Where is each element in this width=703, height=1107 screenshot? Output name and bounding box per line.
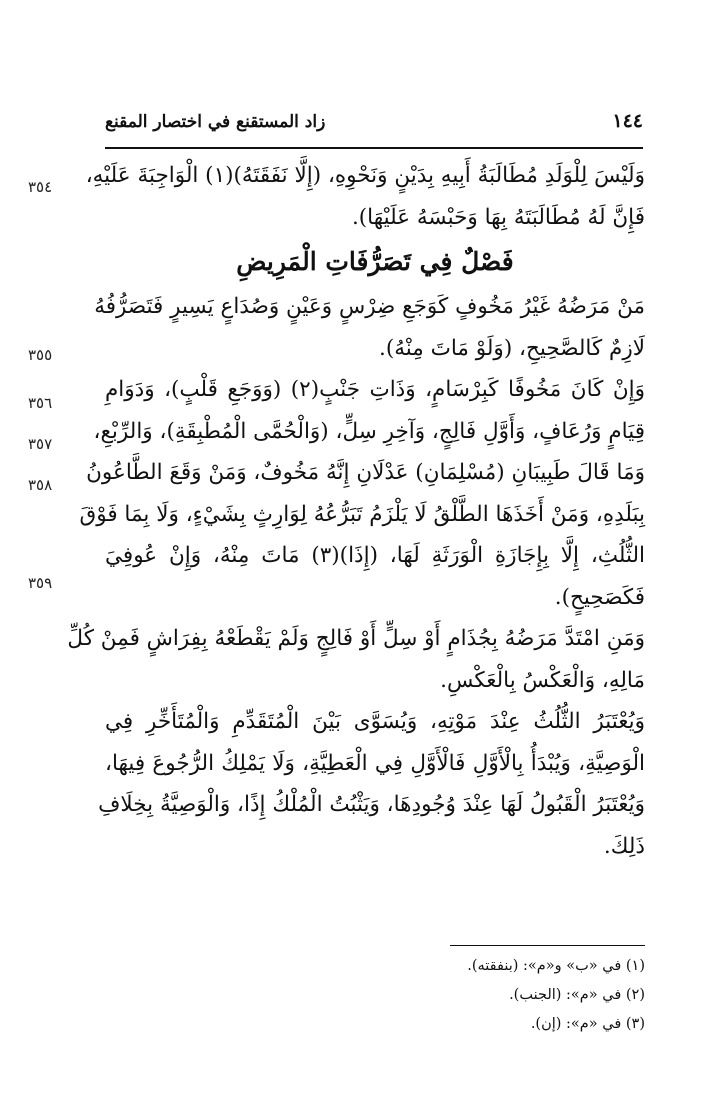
text-line: قِيَامٍ وَرُعَافٍ، وَأَوَّلِ فَالِجٍ، وَآخِرِ سِلٍّ، (وَالْحُمَّى الْمُطْبِقَةِ)، وَالرِّبْعِ،: [93, 418, 645, 444]
text-line: وَلَيْسَ لِلْوَلَدِ مُطَالَبَةُ أَبِيهِ بِدَيْنٍ وَنَحْوِهِ، (إِلَّا نَفَقَتَهُ)(١) الْوَاجِبَةَ عَلَيْهِ،: [85, 163, 645, 188]
text-line: الثُّلُثِ، إِلَّا بِإِجَازَةِ الْوَرَثَةِ لَهَا، (إِذَا)(٣) مَاتَ مِنْهُ، وَإِنْ عُوفِيَ: [105, 543, 645, 568]
footnote: (٣) في «م»: (إن).: [530, 1016, 645, 1032]
footnotes: [300, 952, 645, 1039]
text-line: الْوَصِيَّةِ، وَيُبْدَأُ بِالْأَوَّلِ فَالْأَوَّلِ فِي الْعَطِيَّةِ، وَلَا يَمْلِكُ الرُّجُوعَ فِيهَا،: [105, 750, 645, 776]
paragraph-third-rule: [98, 701, 645, 867]
page-number: ١٤٤: [612, 110, 643, 132]
margin-number: ٣٥٨: [28, 476, 53, 494]
text-line: وَإِنْ كَانَ مَخُوفًا كَبِرْسَامٍ، وَذَاتِ جَنْبٍ(٢) (وَوَجَعِ قَلْبٍ)، وَدَوَامِ: [105, 377, 645, 402]
footnote-rule: [450, 945, 645, 946]
running-title: زاد المستقنع في اختصار المقنع: [105, 112, 326, 132]
footnote: (٢) في «م»: (الجنب).: [509, 987, 645, 1003]
section-heading: فَصْلٌ فِي تَصَرُّفَاتِ الْمَرِيضِ: [236, 247, 514, 276]
text-line: وَمَا قَالَ طَبِيبَانِ (مُسْلِمَانِ) عَدْلَانِ إِنَّهُ مَخُوفٌ، وَمَنْ وَقَعَ الطَّاعُونُ: [86, 460, 645, 485]
text-line: وَيُعْتَبَرُ الْقَبُولُ لَهَا عِنْدَ وُجُودِهَا، وَيَثْبُتُ الْمُلْكُ إِذًا، وَالْوَصِيَّةُ بِخِلَافِ: [98, 792, 645, 817]
footnote: (١) في «ب» و«م»: (بنفقته).: [467, 958, 645, 974]
margin-number: ٣٥٥: [28, 346, 53, 364]
text-line: مَالِهِ، وَالْعَكْسُ بِالْعَكْسِ.: [440, 667, 645, 693]
paragraph-fatal-illness: [79, 369, 645, 618]
main-text: [67, 155, 645, 867]
page-header: [105, 108, 643, 144]
margin-number: ٣٥٩: [28, 574, 53, 592]
text-line: لَازِمٌ كَالصَّحِيحِ، (وَلَوْ مَاتَ مِنْهُ).: [379, 335, 645, 361]
text-line: وَمَنِ امْتَدَّ مَرَضُهُ بِجُذَامٍ أَوْ سِلٍّ أَوْ فَالِجٍ وَلَمْ يَقْطَعْهُ بِفِرَاشٍ فَمِنْ كُلِّ: [67, 626, 645, 651]
text-line: مَنْ مَرَضُهُ غَيْرُ مَخُوفٍ كَوَجَعِ ضِرْسٍ وَعَيْنٍ وَصُدَاعٍ يَسِيرٍ فَتَصَرُّفُهُ: [94, 294, 645, 319]
margin-number: ٣٥٦: [28, 394, 53, 412]
text-line: فَكَصَحِيحٍ).: [554, 584, 645, 610]
margin-number: ٣٥٧: [28, 435, 53, 453]
text-line: وَيُعْتَبَرُ الثُّلُثُ عِنْدَ مَوْتِهِ، وَيُسَوَّى بَيْنَ الْمُتَقَدِّمِ وَالْمُتَأَخِّرِ فِي: [105, 709, 645, 734]
paragraph-non-fatal-illness: [94, 286, 645, 369]
text-line: ذَلِكَ.: [603, 833, 645, 859]
paragraph-prolonged-illness: [67, 618, 645, 701]
paragraph-child-support: [85, 155, 645, 238]
text-line: فَإِنَّ لَهُ مُطَالَبَتَهُ بِهَا وَحَبْسَهُ عَلَيْهَا).: [351, 204, 645, 230]
text-line: بِبَلَدِهِ، وَمَنْ أَخَذَهَا الطَّلْقُ لَا يَلْزَمُ تَبَرُّعُهُ لِوَارِثٍ بِشَيْءٍ، وَلَا بِمَا فَوْقَ: [79, 501, 645, 527]
header-rule: [105, 147, 643, 149]
margin-number: ٣٥٤: [28, 178, 53, 196]
